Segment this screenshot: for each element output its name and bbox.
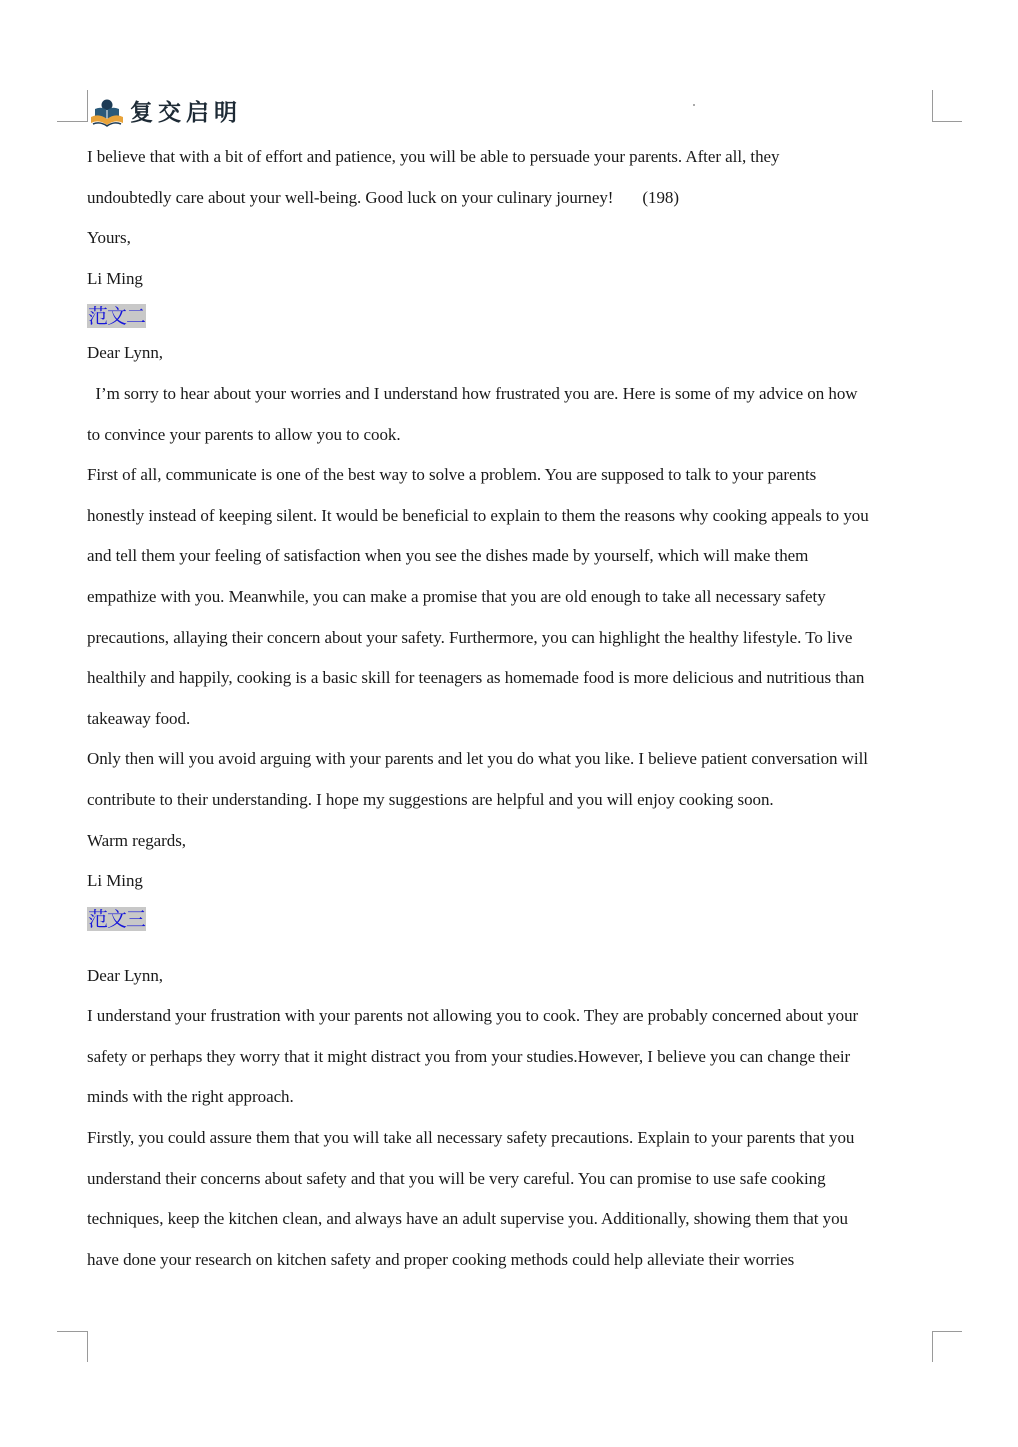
- paragraph-line: Firstly, you could assure them that you will take all necessary safety precautions. Explain to your parents that you: [87, 1128, 855, 1148]
- paragraph-line: I’m sorry to hear about your worries and I understand how frustrated you are. Here is some of my advice on how: [87, 383, 858, 403]
- paragraph-line: precautions, allaying their concern about your safety. Furthermore, you can highlight the healthy lifestyle. To live: [87, 627, 853, 647]
- closing: Warm regards,: [87, 830, 186, 850]
- logo-text: 复交启明: [130, 99, 242, 126]
- paragraph-line: understand their concerns about safety and that you will be very careful. You can promise to use safe cooking: [87, 1168, 826, 1188]
- paragraph-text: undoubtedly care about your well-being. Good luck on your culinary journey!: [87, 187, 614, 207]
- salutation: Dear Lynn,: [87, 965, 163, 985]
- blank-line: [87, 936, 937, 956]
- paragraph-line: honestly instead of keeping silent. It would be beneficial to explain to them the reasons why cooking appeals to you: [87, 505, 869, 525]
- paragraph-line: and tell them your feeling of satisfaction when you see the dishes made by yourself, which will make them: [87, 546, 809, 566]
- paragraph-line: First of all, communicate is one of the best way to solve a problem. You are supposed to talk to your parents: [87, 465, 817, 485]
- paragraph-line: I understand your frustration with your parents not allowing you to cook. They are probably concerned about your: [87, 1006, 859, 1026]
- paragraph-line: healthily and happily, cooking is a basic skill for teenagers as homemade food is more delicious and nutritious than: [87, 668, 865, 688]
- signature: Li Ming: [87, 871, 143, 891]
- paragraph-line: contribute to their understanding. I hope my suggestions are helpful and you will enjoy cooking soon.: [87, 789, 774, 809]
- paragraph-line: takeaway food.: [87, 708, 191, 728]
- signature: Li Ming: [87, 268, 143, 288]
- paragraph-line: [87, 178, 937, 219]
- paragraph-line: have done your research on kitchen safety and proper cooking methods could help alleviate their worries: [87, 1249, 795, 1269]
- paragraph-line: safety or perhaps they worry that it might distract you from your studies.However, I believe you can change their: [87, 1046, 851, 1066]
- paragraph-line: techniques, keep the kitchen clean, and always have an adult supervise you. Additionally, showing them that you: [87, 1209, 848, 1229]
- section-heading-sample-3: 范文三: [88, 906, 145, 931]
- stray-dot: [693, 104, 695, 106]
- paragraph-line: minds with the right approach.: [87, 1087, 294, 1107]
- section-heading-row: [87, 902, 937, 936]
- section-heading-sample-2: 范文二: [88, 304, 145, 329]
- salutation: Dear Lynn,: [87, 343, 163, 363]
- paragraph-line: to convince your parents to allow you to cook.: [87, 424, 401, 444]
- document-body: [87, 137, 937, 1280]
- closing: Yours,: [87, 228, 131, 248]
- paragraph-line: empathize with you. Meanwhile, you can make a promise that you are old enough to take all necessary safety: [87, 586, 826, 606]
- header-logo: [88, 96, 242, 130]
- paragraph-line: Only then will you avoid arguing with your parents and let you do what you like. I believe patient conversation will: [87, 749, 868, 769]
- word-count: (198): [642, 187, 679, 207]
- paragraph-line: I believe that with a bit of effort and patience, you will be able to persuade your parents. After all, they: [87, 147, 780, 166]
- section-heading-row: [87, 299, 937, 333]
- open-book-icon: [88, 97, 126, 129]
